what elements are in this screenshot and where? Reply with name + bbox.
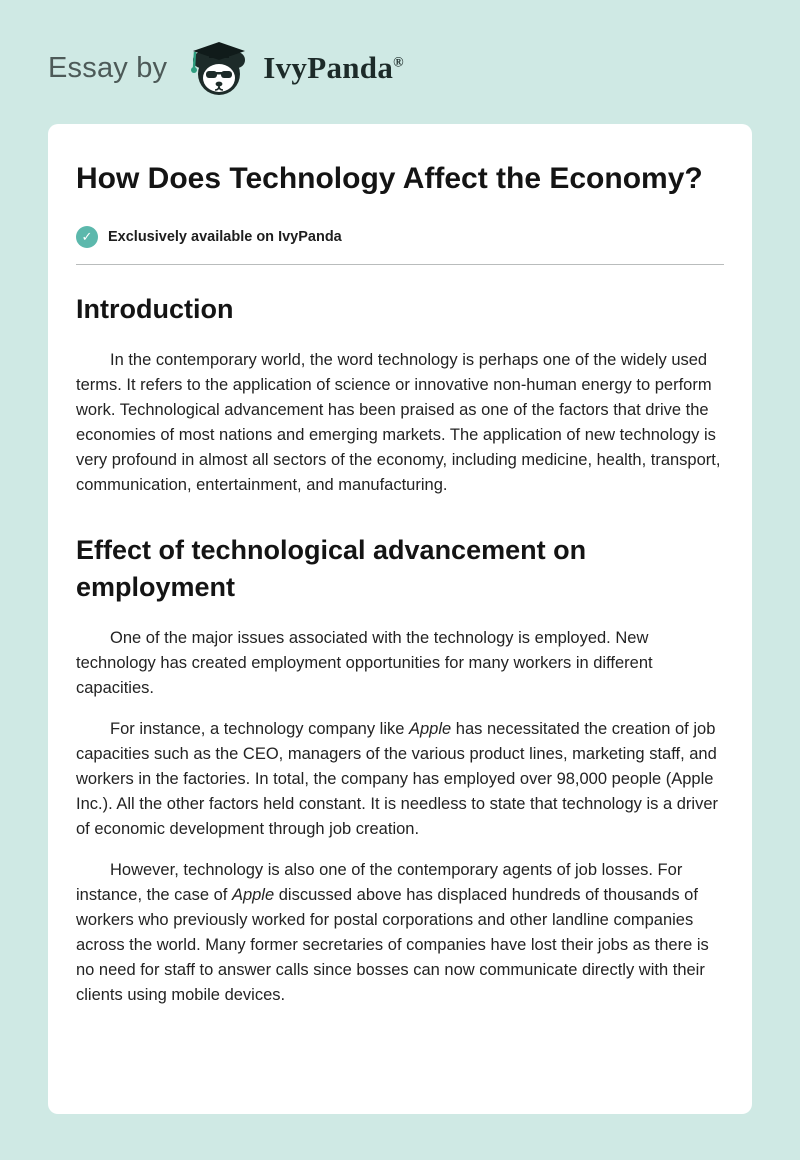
paragraph-text: For instance, a technology company like (110, 720, 409, 738)
section-heading-introduction: Introduction (76, 294, 234, 324)
check-icon: ✓ (76, 226, 98, 248)
paragraph (76, 348, 724, 498)
italic-term-apple: Apple (231, 886, 275, 904)
article-title: How Does Technology Affect the Economy? (76, 162, 703, 195)
paragraph-text: One of the major issues associated with the technology is employed. New technology has created employment opportunities for many workers in different capacities. (76, 629, 653, 697)
availability-row (76, 226, 724, 265)
paragraph (76, 858, 724, 1008)
paragraph-text: In the contemporary world, the word technology is perhaps one of the widely used terms. It refers to the application of science or innovative non-human energy to perform work. Technological advancement has been praised as one of the factors that drive the economies of most nations and emerging markets. The application of new technology is very profound in almost all sectors of the economy, including medicine, health, transport, communication, entertainment, and manufacturing. (76, 351, 721, 494)
essay-by-label: Essay by (48, 51, 168, 84)
brand-name (263, 50, 404, 86)
ivypanda-logo-link[interactable] (179, 38, 404, 98)
registered-mark: ® (393, 55, 404, 71)
italic-term-apple: Apple (409, 720, 452, 738)
panda-logo-icon (179, 38, 253, 98)
site-header (0, 0, 800, 124)
availability-label: Exclusively available on IvyPanda (108, 229, 342, 245)
paragraph-text: However, technology is also one of the contemporary agents of job losses. For instance, the case of (76, 861, 683, 904)
paragraph-text: has necessitated the creation of job capacities such as the CEO, managers of the various product lines, marketing staff, and workers in the factories. In total, the company has employed over 98,000 people (Apple Inc.). All the other factors held constant. It is needless to state that technology is a driver of economic development through job creation. (76, 720, 719, 838)
brand-name-text: IvyPanda (263, 50, 394, 85)
section-heading-employment: Effect of technological advancement on employment (76, 535, 587, 602)
essay-card (48, 124, 752, 1114)
paragraph (76, 717, 724, 842)
paragraph-text: discussed above has displaced hundreds of thousands of workers who previously worked for postal corporations and other landline companies across the world. Many former secretaries of companies have lost their jobs as there is no need for staff to answer calls since bosses can now communicate directly with their clients using mobile devices. (76, 886, 709, 1004)
paragraph (76, 626, 724, 701)
